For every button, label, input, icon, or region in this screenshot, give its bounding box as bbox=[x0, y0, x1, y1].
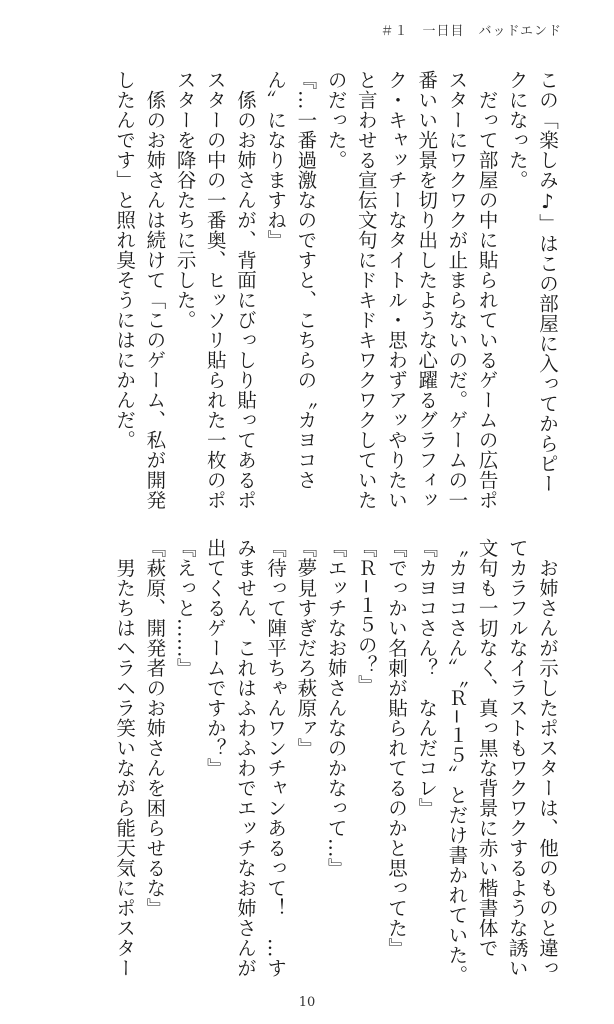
text-block-top bbox=[109, 70, 562, 510]
text-column: 『Ｒ−１５の？』 bbox=[354, 538, 378, 695]
text-column: スターにワクワクが止まらないのだ。ゲームの一 bbox=[445, 70, 469, 510]
text-column: お姉さんが示したポスターは、他のものと違っ bbox=[536, 538, 559, 978]
text-column: したんです」と照れ臭そうにはにかんだ。 bbox=[113, 70, 137, 450]
chapter-number: ＃１ bbox=[380, 24, 409, 39]
text-column: 男たちはヘラヘラ笑いながら能天気にポスター bbox=[113, 538, 137, 978]
text-column: 『えっと……』 bbox=[173, 538, 197, 678]
text-column: この「楽しみ♪」はこの部屋に入ってからピー bbox=[536, 70, 559, 494]
text-column: 番いい光景を切り出したような心躍るグラフィッ bbox=[415, 70, 439, 510]
text-column: 〝カヨコさん〟〝Ｒ−１５〟とだけ書かれていた。 bbox=[445, 538, 469, 986]
text-column: スターを降谷たちに示した。 bbox=[173, 70, 197, 330]
text-column: 『カヨコさん？ なんだコレ』 bbox=[415, 538, 439, 818]
running-header bbox=[367, 20, 563, 39]
text-column: クになった。 bbox=[505, 70, 529, 190]
text-column: のだった。 bbox=[324, 70, 348, 170]
text-column: ん〟になりますね』 bbox=[264, 70, 288, 250]
text-column: てカラフルなイラストもワクワクするような誘い bbox=[505, 538, 529, 978]
text-column: 文句も一切なく、真っ黒な背景に赤い楷書体で bbox=[475, 538, 499, 958]
text-column: スターの中の一番奥、ヒッソリ貼られた一枚のポ bbox=[203, 70, 227, 510]
text-column: だって部屋の中に貼られているゲームの広告ポ bbox=[475, 70, 499, 510]
text-column: 『エッチなお姉さんなのかなって…』 bbox=[324, 538, 348, 878]
text-column: 係のお姉さんが、背面にびっしり貼ってあるポ bbox=[233, 70, 257, 510]
text-block-bottom bbox=[109, 538, 562, 986]
chapter-title: 一日目 バッドエンド bbox=[422, 24, 562, 39]
text-column: 『…一番過激なのですと、こちらの〝カヨコさ bbox=[294, 70, 318, 490]
text-column: 出てくるゲームですか？』 bbox=[203, 538, 227, 778]
text-column: 『でっかい名刺が貼られてるのかと思ってた』 bbox=[384, 538, 408, 958]
text-column: と言わせる宣伝文句にドキドキワクワクしていた bbox=[354, 70, 378, 510]
text-column: 『待って陣平ちゃんワンチャンあるって！ …す bbox=[264, 538, 288, 978]
text-column: 『萩原、開発者のお姉さんを困らせるな』 bbox=[143, 538, 167, 918]
text-column: みません、これはふわふわでエッチなお姉さんが bbox=[233, 538, 257, 978]
text-column: 係のお姉さんは続けて「このゲーム、私が開発 bbox=[143, 70, 167, 510]
text-column: ク・キャッチーなタイトル・思わずアッやりたい bbox=[384, 70, 408, 510]
text-column: 『夢見すぎだろ萩原ァ』 bbox=[294, 538, 318, 758]
page-number: 10 bbox=[298, 995, 316, 1010]
